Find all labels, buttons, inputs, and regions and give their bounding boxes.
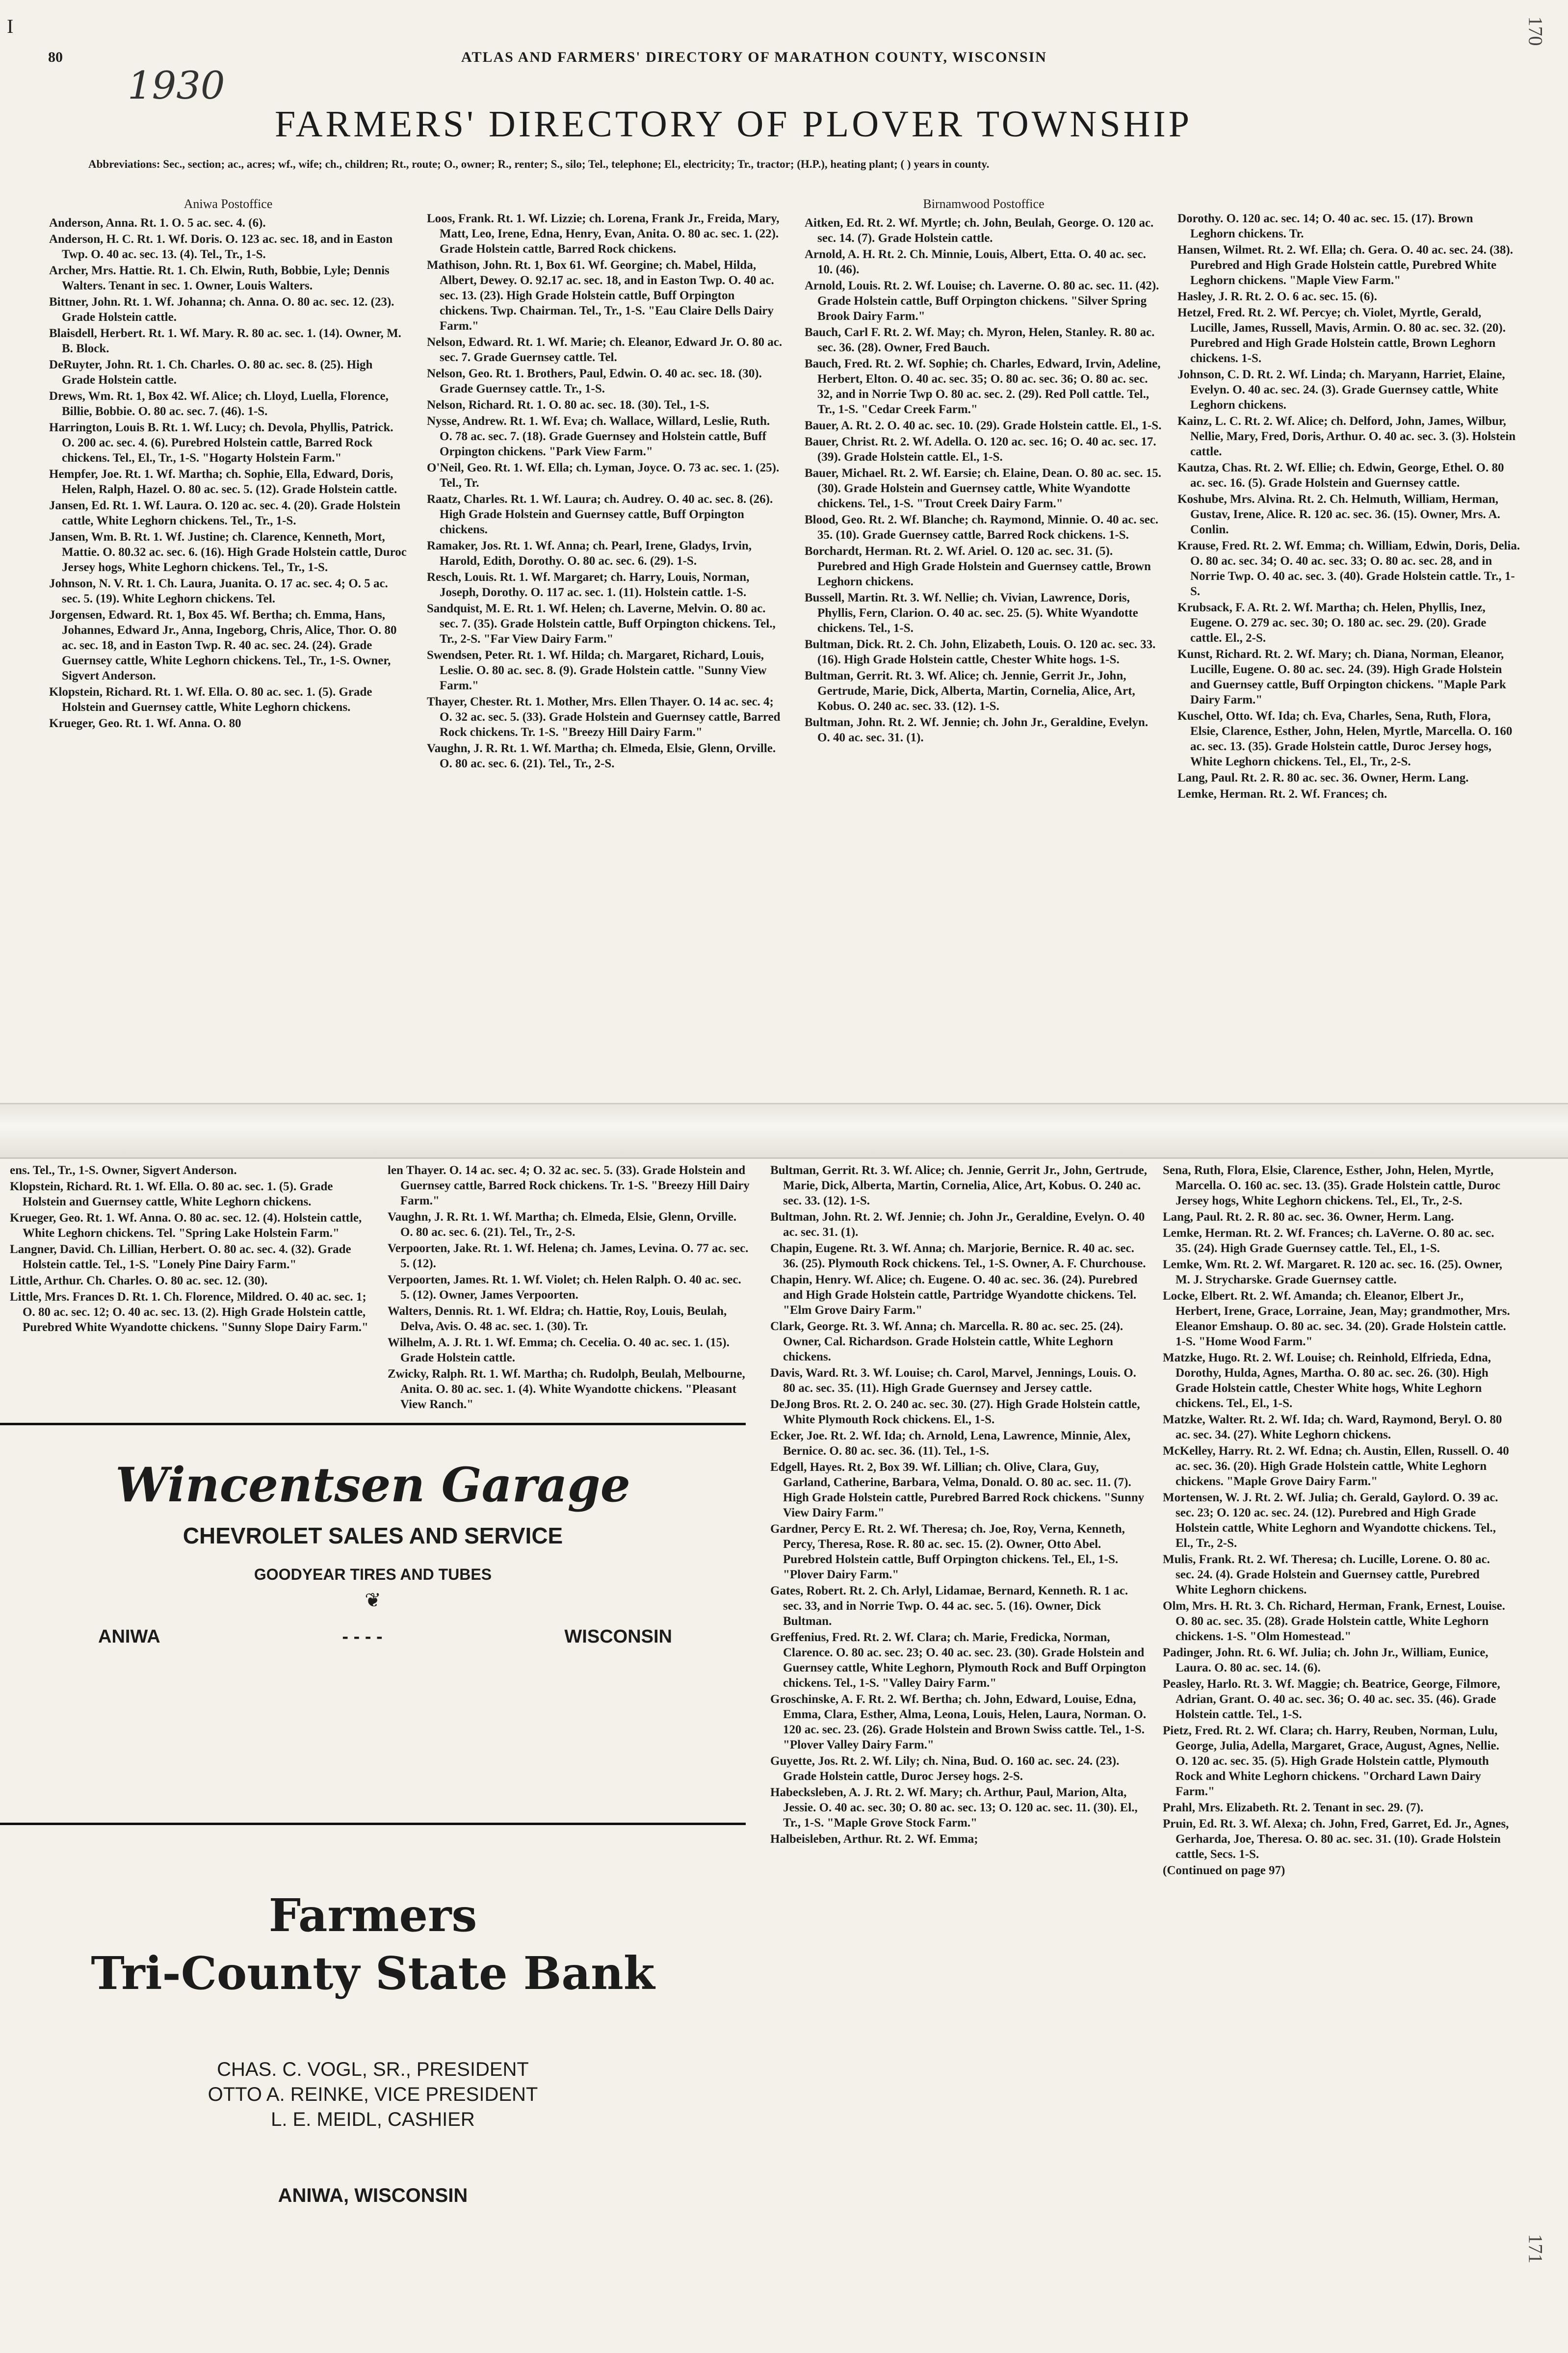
entry-list — [770, 1163, 1148, 1847]
directory-entry: Lemke, Herman. Rt. 2. Wf. Frances; ch. — [1177, 787, 1387, 801]
directory-entry: Hetzel, Fred. Rt. 2. Wf. Percye; ch. Violet, Myrtle, Gerald, Lucille, James, Russell, Mavis, Armin. O. 80 ac. sec. 32. (20). Purebred and High Grade Holstein cattle, Brown Leghorn chickens. 1-S. — [1177, 306, 1506, 365]
directory-entry: Walters, Dennis. Rt. 1. Wf. Eldra; ch. Hattie, Roy, Louis, Beulah, Delva, Avis. O. 48 ac. sec. 1. (30). Tr. — [388, 1305, 727, 1333]
directory-entry: Halbeisleben, Arthur. Rt. 2. Wf. Emma; — [770, 1832, 978, 1846]
abbreviations-line: Abbreviations: Sec., section; ac., acres; wf., wife; ch., children; Rt., route; O., owner; R., renter; S., silo; Tel., telephone; El., electricity; Tr., tractor; (H.P.), heating plant; ( ) years in county. — [88, 158, 990, 170]
directory-entry: Archer, Mrs. Hattie. Rt. 1. Ch. Elwin, Ruth, Bobbie, Lyle; Dennis Walters. Tenant in sec. 1. Owner, Louis Walters. — [49, 264, 390, 292]
directory-entry: Little, Arthur. Ch. Charles. O. 80 ac. sec. 12. (30). — [10, 1274, 268, 1287]
directory-entry: Bauch, Carl F. Rt. 2. Wf. May; ch. Myron, Helen, Stanley. R. 80 ac. sec. 36. (28). Owner, Fred Bauch. — [805, 326, 1155, 354]
directory-entry: len Thayer. O. 14 ac. sec. 4; O. 32 ac. sec. 5. (33). Grade Holstein and Guernsey cattle, Barred Rock chickens. Tr. 1-S. "Breezy Hill Dairy Farm." — [388, 1164, 750, 1207]
directory-entry: Jorgensen, Edward. Rt. 1, Box 45. Wf. Bertha; ch. Emma, Hans, Johannes, Edward Jr., Anna, Ingeborg, Chris, Alice, Thor. O. 80 ac. sec. 18, and in Easton Twp. R. 40 ac. sec. 24. (24). Grade Guernsey cattle, White Leghorn chickens. Tel., Tr., 1-S. Owner, Sigvert Anderson. — [49, 608, 397, 682]
directory-entry: Guyette, Jos. Rt. 2. Wf. Lily; ch. Nina, Bud. O. 160 ac. sec. 24. (23). Grade Holstein cattle, Duroc Jersey hogs. 2-S. — [770, 1754, 1120, 1783]
lower-column-1 — [10, 1163, 373, 1428]
ad-divider-middle — [0, 1823, 746, 1825]
directory-entry: Prahl, Mrs. Elizabeth. Rt. 2. Tenant in sec. 29. (7). — [1163, 1801, 1424, 1814]
directory-entry: Bauer, Christ. Rt. 2. Wf. Adella. O. 120 ac. sec. 16; O. 40 ac. sec. 17. (39). Grade Holstein cattle. El., 1-S. — [805, 435, 1156, 464]
entry-list — [805, 215, 1163, 745]
postoffice-heading: Birnamwood Postoffice — [923, 197, 1045, 211]
garage-ad — [0, 1442, 746, 1830]
directory-entry: Bultman, John. Rt. 2. Wf. Jennie; ch. John Jr., Geraldine, Evelyn. O. 40 ac. sec. 31. (1). — [805, 716, 1149, 744]
directory-entry: Dorothy. O. 120 ac. sec. 14; O. 40 ac. sec. 15. (17). Brown Leghorn chickens. Tr. — [1177, 212, 1473, 240]
directory-entry: Raatz, Charles. Rt. 1. Wf. Laura; ch. Audrey. O. 40 ac. sec. 8. (26). High Grade Holstein and Guernsey cattle, Buff Orpington chickens. — [427, 493, 773, 536]
directory-entry: Bultman, John. Rt. 2. Wf. Jennie; ch. John Jr., Geraldine, Evelyn. O. 40 ac. sec. 31. (1). — [770, 1210, 1145, 1239]
directory-entry: Kuschel, Otto. Wf. Ida; ch. Eva, Charles, Sena, Ruth, Flora, Elsie, Clarence, Esther, John, Helen, Myrtle, Marcella. O. 160 ac. sec. 13. (35). Grade Holstein cattle, Duroc Jersey hogs, White Leghorn chickens. Tel., El., Tr., 2-S. — [1177, 709, 1513, 768]
directory-entry: Verpoorten, James. Rt. 1. Wf. Violet; ch. Helen Ralph. O. 40 ac. sec. 5. (12). Owner, James Verpoorten. — [388, 1273, 741, 1302]
page-number: 80 — [48, 49, 63, 65]
directory-entry: Klopstein, Richard. Rt. 1. Wf. Ella. O. 80 ac. sec. 1. (5). Grade Holstein and Guernsey cattle, White Leghorn chickens. — [10, 1180, 333, 1208]
directory-entry: Chapin, Eugene. Rt. 3. Wf. Anna; ch. Marjorie, Bernice. R. 40 ac. sec. 36. (25). Plymouth Rock chickens. Tel., 1-S. Owner, A. F. Churchouse. — [770, 1242, 1146, 1270]
garage-line1: CHEVROLET SALES AND SERVICE — [183, 1523, 563, 1548]
entry-list — [49, 215, 407, 731]
directory-entry: Bauer, A. Rt. 2. O. 40 ac. sec. 10. (29). Grade Holstein cattle. El., 1-S. — [805, 419, 1162, 432]
bank-location: ANIWA, WISCONSIN — [278, 2185, 468, 2206]
directory-entry: Mathison, John. Rt. 1, Box 61. Wf. Georgine; ch. Mabel, Hilda, Albert, Dewey. O. 92.17 ac. sec. 18, and in Easton Twp. O. 40 ac. sec. 13. (23). High Grade Holstein cattle, Buff Orpington chickens. Twp. Chairman. Tel., Tr., 1-S. "Eau Claire Dells Dairy Farm." — [427, 259, 774, 333]
garage-address — [0, 1626, 746, 1647]
directory-entry: Bittner, John. Rt. 1. Wf. Johanna; ch. Anna. O. 80 ac. sec. 12. (23). Grade Holstein cattle. — [49, 295, 394, 324]
directory-entry: Thayer, Chester. Rt. 1. Mother, Mrs. Ellen Thayer. O. 14 ac. sec. 4; O. 32 ac. sec. 5. (33). Grade Holstein and Guernsey cattle, Barred Rock chickens. Tr. 1-S. "Breezy Hill Dairy Farm." — [427, 695, 781, 739]
directory-entry: Greffenius, Fred. Rt. 2. Wf. Clara; ch. Marie, Fredicka, Norman, Clarence. O. 80 ac. sec. 23; O. 40 ac. sec. 23. (30). Grade Holstein and Guernsey cattle, White Leghorn, Plymouth Rock and Buff Orpington chickens. Tel., 1-S. "Valley Dairy Farm." — [770, 1631, 1146, 1690]
directory-entry: Matzke, Walter. Rt. 2. Wf. Ida; ch. Ward, Raymond, Beryl. O. 80 ac. sec. 34. (27). White Leghorn chickens. — [1163, 1413, 1502, 1441]
directory-entry: Edgell, Hayes. Rt. 2, Box 39. Wf. Lillian; ch. Olive, Clara, Guy, Garland, Catherine, Barbara, Velma, Donald. O. 80 ac. sec. 11. (7). High Grade Holstein cattle, Purebred Barred Rock chickens. "Sunny View Dairy Farm." — [770, 1461, 1145, 1519]
directory-entry: Habecksleben, A. J. Rt. 2. Wf. Mary; ch. Arthur, Paul, Marion, Alta, Jessie. O. 40 ac. sec. 30; O. 80 ac. sec. 13; O. 120 ac. sec. 11. (30). El., Tr., 1-S. "Maple Grove Stock Farm." — [770, 1786, 1138, 1830]
directory-entry: Chapin, Henry. Wf. Alice; ch. Eugene. O. 40 ac. sec. 36. (24). Purebred and High Grade Holstein cattle, Partridge Wyandotte chickens. Tel. "Elm Grove Dairy Farm." — [770, 1273, 1138, 1317]
directory-entry: Krueger, Geo. Rt. 1. Wf. Anna. O. 80 — [49, 717, 241, 730]
directory-entry: Johnson, N. V. Rt. 1. Ch. Laura, Juanita. O. 17 ac. sec. 4; O. 5 ac. sec. 5. (19). White Leghorn chickens. Tel. — [49, 577, 388, 605]
entry-list — [10, 1163, 373, 1335]
garage-dashes: - - - - — [342, 1626, 383, 1647]
directory-entry: Vaughn, J. R. Rt. 1. Wf. Martha; ch. Elmeda, Elsie, Glenn, Orville. O. 80 ac. sec. 6. (21). Tel., Tr., 2-S. — [427, 742, 776, 770]
directory-entry: Kautza, Chas. Rt. 2. Wf. Ellie; ch. Edwin, George, Ethel. O. 80 ac. sec. 16. (5). Grade Holstein and Guernsey cattle. — [1177, 461, 1504, 490]
directory-entry: Sena, Ruth, Flora, Elsie, Clarence, Esther, John, Helen, Myrtle, Marcella. O. 160 ac. sec. 13. (35). Grade Holstein cattle, Duroc Jersey hogs, White Leghorn chickens. Tel., El., Tr., 2-S. — [1163, 1164, 1501, 1207]
page-title: FARMERS' DIRECTORY OF PLOVER TOWNSHIP — [275, 104, 1192, 145]
directory-entry: Hasley, J. R. Rt. 2. O. 6 ac. sec. 15. (6). — [1177, 290, 1377, 303]
garage-line2: GOODYEAR TIRES AND TUBES — [254, 1566, 492, 1583]
directory-entry: Kunst, Richard. Rt. 2. Wf. Mary; ch. Diana, Norman, Eleanor, Lucille, Eugene. O. 80 ac. sec. 24. (39). High Grade Holstein and Guernsey cattle, Buff Orpington chickens. "Maple Park Dairy Farm." — [1177, 648, 1506, 706]
directory-entry: Bussell, Martin. Rt. 3. Wf. Nellie; ch. Vivian, Lawrence, Doris, Phyllis, Fern, Clarion. O. 40 ac. sec. 25. (5). White Wyandotte chickens. Tel., 1-S. — [805, 591, 1138, 635]
directory-entry: Blood, Geo. Rt. 2. Wf. Blanche; ch. Raymond, Minnie. O. 40 ac. sec. 35. (10). Grade Guernsey cattle, Barred Rock chickens. 1-S. — [805, 513, 1159, 542]
directory-entry: Ramaker, Jos. Rt. 1. Wf. Anna; ch. Pearl, Irene, Gladys, Irvin, Harold, Edith, Dorothy. O. 80 ac. sec. 6. (29). 1-S. — [427, 539, 752, 568]
directory-entry: Zwicky, Ralph. Rt. 1. Wf. Martha; ch. Rudolph, Beulah, Melbourne, Anita. O. 80 ac. sec. 1. (4). White Wyandotte chickens. "Pleasant View Ranch." — [388, 1367, 745, 1411]
directory-entry: Groschinske, A. F. Rt. 2. Wf. Bertha; ch. John, Edward, Louise, Edna, Emma, Clara, Esther, Alma, Leona, Louis, Helen, Laura, Norman. O. 120 ac. sec. 23. (26). Grade Holstein and Brown Swiss cattle. Tel., 1-S. "Plover Valley Dairy Farm." — [770, 1693, 1147, 1752]
directory-entry: Krubsack, F. A. Rt. 2. Wf. Martha; ch. Helen, Phyllis, Inez, Eugene. O. 279 ac. sec. 30; O. 180 ac. sec. 29. (20). Grade cattle. El., 2-S. — [1177, 601, 1487, 645]
directory-entry: Harrington, Louis B. Rt. 1. Wf. Lucy; ch. Devola, Phyllis, Patrick. O. 200 ac. sec. 4. (6). Purebred Holstein cattle, Barred Rock chickens. Tel., El., Tr., 1-S. "Hogarty Holstein Farm." — [49, 421, 393, 465]
directory-entry: Anderson, Anna. Rt. 1. O. 5 ac. sec. 4. (6). — [49, 216, 266, 230]
entry-list — [427, 211, 785, 771]
directory-entry: Arnold, A. H. Rt. 2. Ch. Minnie, Louis, Albert, Etta. O. 40 ac. sec. 10. (46). — [805, 248, 1146, 276]
directory-entry: Wilhelm, A. J. Rt. 1. Wf. Emma; ch. Cecelia. O. 40 ac. sec. 1. (15). Grade Holstein cattle. — [388, 1336, 730, 1364]
side-number-bottom: 171 — [1524, 2234, 1547, 2264]
directory-entry: Langner, David. Ch. Lillian, Herbert. O. 80 ac. sec. 4. (32). Grade Holstein cattle. Tel., 1-S. "Lonely Pine Dairy Farm." — [10, 1243, 351, 1271]
handwritten-year: 1930 — [128, 64, 225, 108]
lower-column-3 — [770, 1163, 1148, 2350]
upper-column-2 — [427, 211, 785, 1099]
lower-column-4 — [1163, 1163, 1511, 2350]
directory-entry: Lemke, Wm. Rt. 2. Wf. Margaret. R. 120 ac. sec. 16. (25). Owner, M. J. Strycharske. Grade Guernsey cattle. — [1163, 1258, 1503, 1286]
directory-entry: Hansen, Wilmet. Rt. 2. Wf. Ella; ch. Gera. O. 40 ac. sec. 24. (38). Purebred and High Grade Holstein cattle, Purebred White Leghorn chickens. "Maple View Farm." — [1177, 243, 1513, 287]
bank-name-line2: Tri-County State Bank — [91, 1947, 655, 2000]
directory-entry: Bultman, Gerrit. Rt. 3. Wf. Alice; ch. Jennie, Gerrit Jr., John, Gertrude, Marie, Dick, Alberta, Martin, Cornelia, Alice, Art, Kobus. O. 240 ac. sec. 33. (12). 1-S. — [770, 1164, 1147, 1207]
directory-entry: DeJong Bros. Rt. 2. O. 240 ac. sec. 30. (27). High Grade Holstein cattle, White Plymouth Rock chickens. El., 1-S. — [770, 1398, 1140, 1426]
directory-entry: Klopstein, Richard. Rt. 1. Wf. Ella. O. 80 ac. sec. 1. (5). Grade Holstein and Guernsey cattle, White Leghorn chickens. — [49, 685, 372, 714]
bank-name-line1: Farmers — [268, 1889, 477, 1942]
upper-column-4 — [1177, 211, 1521, 1099]
directory-entry: (Continued on page 97) — [1163, 1864, 1285, 1877]
directory-entry: Arnold, Louis. Rt. 2. Wf. Louise; ch. Laverne. O. 80 ac. sec. 11. (42). Grade Holstein cattle, Buff Orpington chickens. "Silver Spring Brook Dairy Farm." — [805, 279, 1159, 323]
directory-entry: Aitken, Ed. Rt. 2. Wf. Myrtle; ch. John, Beulah, George. O. 120 ac. sec. 14. (7). Grade Holstein cattle. — [805, 216, 1154, 245]
directory-entry: Loos, Frank. Rt. 1. Wf. Lizzie; ch. Lorena, Frank Jr., Freida, Mary, Matt, Leo, Irene, Edna, Henry, Evan, Anita. O. 80 ac. sec. 1. (22). Grade Holstein cattle, Barred Rock chickens. — [427, 212, 780, 256]
directory-entry: Anderson, H. C. Rt. 1. Wf. Doris. O. 123 ac. sec. 18, and in Easton Twp. O. 40 ac. sec. 13. (4). Tel., Tr., 1-S. — [49, 233, 393, 261]
directory-entry: Vaughn, J. R. Rt. 1. Wf. Martha; ch. Elmeda, Elsie, Glenn, Orville. O. 80 ac. sec. 6. (21). Tel., Tr., 2-S. — [388, 1210, 737, 1239]
directory-entry: Davis, Ward. Rt. 3. Wf. Louise; ch. Carol, Marvel, Jennings, Louis. O. 80 ac. sec. 35. (11). High Grade Guernsey and Jersey cattle. — [770, 1366, 1136, 1395]
directory-entry: Bultman, Gerrit. Rt. 3. Wf. Alice; ch. Jennie, Gerrit Jr., John, Gertrude, Marie, Dick, Alberta, Martin, Cornelia, Alice, Art, Kobus. O. 240 ac. sec. 33. (12). 1-S. — [805, 669, 1135, 713]
directory-entry: Jansen, Ed. Rt. 1. Wf. Laura. O. 120 ac. sec. 4. (20). Grade Holstein cattle, White Leghorn chickens. Tel., Tr., 1-S. — [49, 499, 401, 527]
directory-entry: Locke, Elbert. Rt. 2. Wf. Amanda; ch. Eleanor, Elbert Jr., Herbert, Irene, Grace, Lorraine, Jean, May; grandmother, Mrs. Eleanor Emshaup. O. 80 ac. sec. 34. (20). Grade Holstein cattle. 1-S. "Home Wood Farm." — [1163, 1289, 1510, 1348]
directory-entry: Swendsen, Peter. Rt. 1. Wf. Hilda; ch. Margaret, Richard, Louis, Leslie. O. 80 ac. sec. 8. (9). Grade Holstein cattle. "Sunny View Farm." — [427, 649, 767, 692]
directory-entry: Gardner, Percy E. Rt. 2. Wf. Theresa; ch. Joe, Roy, Verna, Kenneth, Percy, Theresa, Rose. R. 80 ac. sec. 15. (2). Owner, Otto Abel. Purebred Holstein cattle, Buff Orpington chickens. Tel., El., 1-S. "Plover Dairy Farm." — [770, 1522, 1125, 1581]
directory-entry: Mortensen, W. J. Rt. 2. Wf. Julia; ch. Gerald, Gaylord. O. 39 ac. sec. 23; O. 120 ac. sec. 24. (12). Purebred and High Grade Holstein cattle, White Leghorn and Wyandotte chickens. Tel., El., Tr., 2-S. — [1163, 1491, 1498, 1550]
directory-entry: Peasley, Harlo. Rt. 3. Wf. Maggie; ch. Beatrice, George, Filmore, Adrian, Grant. O. 40 ac. sec. 36; O. 40 ac. sec. 35. (46). Grade Holstein cattle. Tel., 1-S. — [1163, 1677, 1500, 1721]
directory-entry: Nelson, Edward. Rt. 1. Wf. Marie; ch. Eleanor, Edward Jr. O. 80 ac. sec. 7. Grade Guernsey cattle. Tel. — [427, 336, 783, 364]
directory-entry: Little, Mrs. Frances D. Rt. 1. Ch. Florence, Mildred. O. 40 ac. sec. 1; O. 80 ac. sec. 12; O. 40 ac. sec. 13. (2). High Grade Holstein cattle, Purebred White Wyandotte chickens. "Sunny Slope Dairy Farm." — [10, 1290, 368, 1334]
ornament-icon: ❦ — [365, 1589, 381, 1611]
directory-entry: McKelley, Harry. Rt. 2. Wf. Edna; ch. Austin, Ellen, Russell. O. 40 ac. sec. 36. (20). High Grade Holstein cattle, White Leghorn chickens. "Maple Grove Dairy Farm." — [1163, 1444, 1509, 1488]
entry-list — [1163, 1163, 1511, 1878]
garage-city: ANIWA — [98, 1626, 160, 1647]
directory-entry: Bultman, Dick. Rt. 2. Ch. John, Elizabeth, Louis. O. 120 ac. sec. 33. (16). High Grade Holstein cattle, Chester White hogs. 1-S. — [805, 638, 1156, 666]
directory-entry: Krueger, Geo. Rt. 1. Wf. Anna. O. 80 ac. sec. 12. (4). Holstein cattle, White Leghorn chickens. Tel. "Spring Lake Holstein Farm." — [10, 1211, 362, 1240]
entry-list — [388, 1163, 751, 1412]
garage-name: Wincentsen Garage — [115, 1457, 630, 1513]
directory-entry: Verpoorten, Jake. Rt. 1. Wf. Helena; ch. James, Levina. O. 77 ac. sec. 5. (12). — [388, 1242, 749, 1270]
directory-entry: Johnson, C. D. Rt. 2. Wf. Linda; ch. Maryann, Harriet, Elaine, Evelyn. O. 40 ac. sec. 24. (3). Grade Guernsey cattle, White Leghorn chickens. — [1177, 368, 1505, 412]
directory-entry: Mulis, Frank. Rt. 2. Wf. Theresa; ch. Lucille, Lorene. O. 80 ac. sec. 24. (4). Grade Holstein and Guernsey cattle, Purebred White Leghorn chickens. — [1163, 1553, 1490, 1596]
upper-column-1 — [49, 196, 407, 1099]
directory-entry: Clark, George. Rt. 3. Wf. Anna; ch. Marcella. R. 80 ac. sec. 25. (24). Owner, Cal. Richardson. Grade Holstein cattle, White Leghorn chickens. — [770, 1320, 1124, 1363]
directory-entry: Krause, Fred. Rt. 2. Wf. Emma; ch. William, Edwin, Doris, Delia. O. 80 ac. sec. 34; O. 40 ac. sec. 33; O. 80 ac. sec. 28, and in Norrie Twp. O. 40 ac. sec. 3. (40). Grade Holstein cattle. Tr., 1-S. — [1177, 539, 1520, 598]
directory-entry: Hempfer, Joe. Rt. 1. Wf. Martha; ch. Sophie, Ella, Edward, Doris, Helen, Ralph, Hazel. O. 80 ac. sec. 5. (12). Grade Holstein cattle. — [49, 468, 397, 496]
directory-entry: Blaisdell, Herbert. Rt. 1. Wf. Mary. R. 80 ac. sec. 1. (14). Owner, M. B. Block. — [49, 327, 401, 355]
margin-mark: I — [7, 15, 14, 37]
ad-divider-top — [0, 1423, 746, 1425]
directory-entry: Nelson, Geo. Rt. 1. Brothers, Paul, Edwin. O. 40 ac. sec. 18. (30). Grade Guernsey cattle. Tr., 1-S. — [427, 367, 762, 395]
directory-entry: Bauch, Fred. Rt. 2. Wf. Sophie; ch. Charles, Edward, Irvin, Adeline, Herbert, Elton. O. 40 ac. sec. 35; O. 80 ac. sec. 36; O. 80 ac. sec. 32, and in Norrie Twp O. 80 ac. sec. 2. (29). Red Poll cattle. Tel., Tr., 1-S. "Cedar Creek Farm." — [805, 357, 1161, 416]
directory-entry: Pietz, Fred. Rt. 2. Wf. Clara; ch. Harry, Reuben, Norman, Lulu, George, Julia, Adella, Margaret, Grace, August, Agnes, Nellie. O. 120 ac. sec. 35. (5). High Grade Holstein cattle, Plymouth Rock and White Leghorn chickens. "Orchard Lawn Dairy Farm." — [1163, 1724, 1499, 1798]
postoffice-heading: Aniwa Postoffice — [183, 197, 273, 211]
directory-entry: ens. Tel., Tr., 1-S. Owner, Sigvert Anderson. — [10, 1164, 237, 1177]
bank-officer-1: CHAS. C. VOGL, SR., PRESIDENT — [217, 2059, 529, 2080]
directory-entry: Lang, Paul. Rt. 2. R. 80 ac. sec. 36. Owner, Herm. Lang. — [1163, 1210, 1454, 1224]
directory-entry: Olm, Mrs. H. Rt. 3. Ch. Richard, Herman, Frank, Ernest, Louise. O. 80 ac. sec. 35. (28). Grade Holstein cattle, White Leghorn chickens. 1-S. "Olm Homestead." — [1163, 1599, 1505, 1643]
entry-list — [1177, 211, 1521, 802]
directory-entry: Sandquist, M. E. Rt. 1. Wf. Helen; ch. Laverne, Melvin. O. 80 ac. sec. 7. (35). Grade Holstein cattle, Buff Orpington chickens. Tel., Tr., 2-S. "Far View Dairy Farm." — [427, 602, 776, 646]
directory-entry: Matzke, Hugo. Rt. 2. Wf. Louise; ch. Reinhold, Elfrieda, Edna, Dorothy, Hulda, Agnes, Martha. O. 80 ac. sec. 26. (30). High Grade Holstein cattle, Chester White hogs, White Leghorn chickens. Tel., El., 1-S. — [1163, 1351, 1491, 1410]
directory-entry: Padinger, John. Rt. 6. Wf. Julia; ch. John Jr., William, Eunice, Laura. O. 80 ac. sec. 14. (6). — [1163, 1646, 1489, 1674]
directory-entry: Ecker, Joe. Rt. 2. Wf. Ida; ch. Arnold, Lena, Lawrence, Minnie, Alex, Bernice. O. 80 ac. sec. 36. (11). Tel., 1-S. — [770, 1429, 1131, 1458]
upper-column-3 — [805, 196, 1163, 1099]
bank-ad — [0, 1845, 746, 2335]
directory-entry: Bauer, Michael. Rt. 2. Wf. Earsie; ch. Elaine, Dean. O. 80 ac. sec. 15. (30). Grade Holstein and Guernsey cattle, White Wyandotte chickens. Tel., 1-S. "Trout Creek Dairy Farm." — [805, 467, 1162, 510]
bank-officer-2: OTTO A. REINKE, VICE PRESIDENT — [208, 2084, 538, 2105]
directory-entry: Nysse, Andrew. Rt. 1. Wf. Eva; ch. Wallace, Willard, Leslie, Ruth. O. 78 ac. sec. 7. (18). Grade Guernsey and Holstein cattle, Buff Orpington chickens. "Park View Farm." — [427, 415, 770, 458]
directory-entry: Borchardt, Herman. Rt. 2. Wf. Ariel. O. 120 ac. sec. 31. (5). Purebred and High Grade Holstein and Guernsey cattle, Brown Leghorn chickens. — [805, 545, 1151, 588]
directory-entry: DeRuyter, John. Rt. 1. Ch. Charles. O. 80 ac. sec. 8. (25). High Grade Holstein cattle. — [49, 358, 373, 387]
directory-entry: Jansen, Wm. B. Rt. 1. Wf. Justine; ch. Clarence, Kenneth, Mort, Mattie. O. 80.32 ac. sec. 6. (16). High Grade Holstein cattle, Duroc Jersey hogs, White Leghorn chickens. Tel., Tr., 1-S. — [49, 530, 407, 574]
directory-entry: Lang, Paul. Rt. 2. R. 80 ac. sec. 36. Owner, Herm. Lang. — [1177, 771, 1469, 784]
directory-entry: Pruin, Ed. Rt. 3. Wf. Alexa; ch. John, Fred, Garret, Ed. Jr., Agnes, Gerharda, Joe, Theresa. O. 80 ac. sec. 31. (10). Grade Holstein cattle, Secs. 1-S. — [1163, 1817, 1509, 1861]
lower-column-2 — [388, 1163, 751, 1428]
running-title: ATLAS AND FARMERS' DIRECTORY OF MARATHON COUNTY, WISCONSIN — [461, 49, 1047, 65]
page-overlap-strip — [0, 1103, 1568, 1159]
directory-entry: O'Neil, Geo. Rt. 1. Wf. Ella; ch. Lyman, Joyce. O. 73 ac. sec. 1. (25). Tel., Tr. — [427, 461, 780, 490]
directory-entry: Resch, Louis. Rt. 1. Wf. Margaret; ch. Harry, Louis, Norman, Joseph, Dorothy. O. 117 ac. sec. 1. (11). Holstein cattle. 1-S. — [427, 571, 750, 599]
directory-entry: Drews, Wm. Rt. 1, Box 42. Wf. Alice; ch. Lloyd, Luella, Florence, Billie, Bobbie. O. 80 ac. sec. 7. (46). 1-S. — [49, 390, 389, 418]
directory-entry: Lemke, Herman. Rt. 2. Wf. Frances; ch. LaVerne. O. 80 ac. sec. 35. (24). High Grade Guernsey cattle. Tel., El., 1-S. — [1163, 1227, 1494, 1255]
side-number-top: 170 — [1524, 16, 1547, 46]
garage-state: WISCONSIN — [564, 1626, 672, 1647]
directory-entry: Kainz, L. C. Rt. 2. Wf. Alice; ch. Delford, John, James, Wilbur, Nellie, Mary, Fred, Doris, Arthur. O. 40 ac. sec. 3. (3). Holstein cattle. — [1177, 415, 1516, 458]
bank-officer-3: L. E. MEIDL, CASHIER — [271, 2109, 475, 2130]
directory-entry: Nelson, Richard. Rt. 1. O. 80 ac. sec. 18. (30). Tel., 1-S. — [427, 398, 709, 412]
directory-entry: Koshube, Mrs. Alvina. Rt. 2. Ch. Helmuth, William, Herman, Gustav, Irene, Alice. R. 120 ac. sec. 36. (15). Owner, Mrs. A. Conlin. — [1177, 493, 1500, 536]
directory-entry: Gates, Robert. Rt. 2. Ch. Arlyl, Lidamae, Bernard, Kenneth. R. 1 ac. sec. 33, and in Norrie Twp. O. 44 ac. sec. 5. (16). Owner, Dick Bultman. — [770, 1584, 1128, 1628]
